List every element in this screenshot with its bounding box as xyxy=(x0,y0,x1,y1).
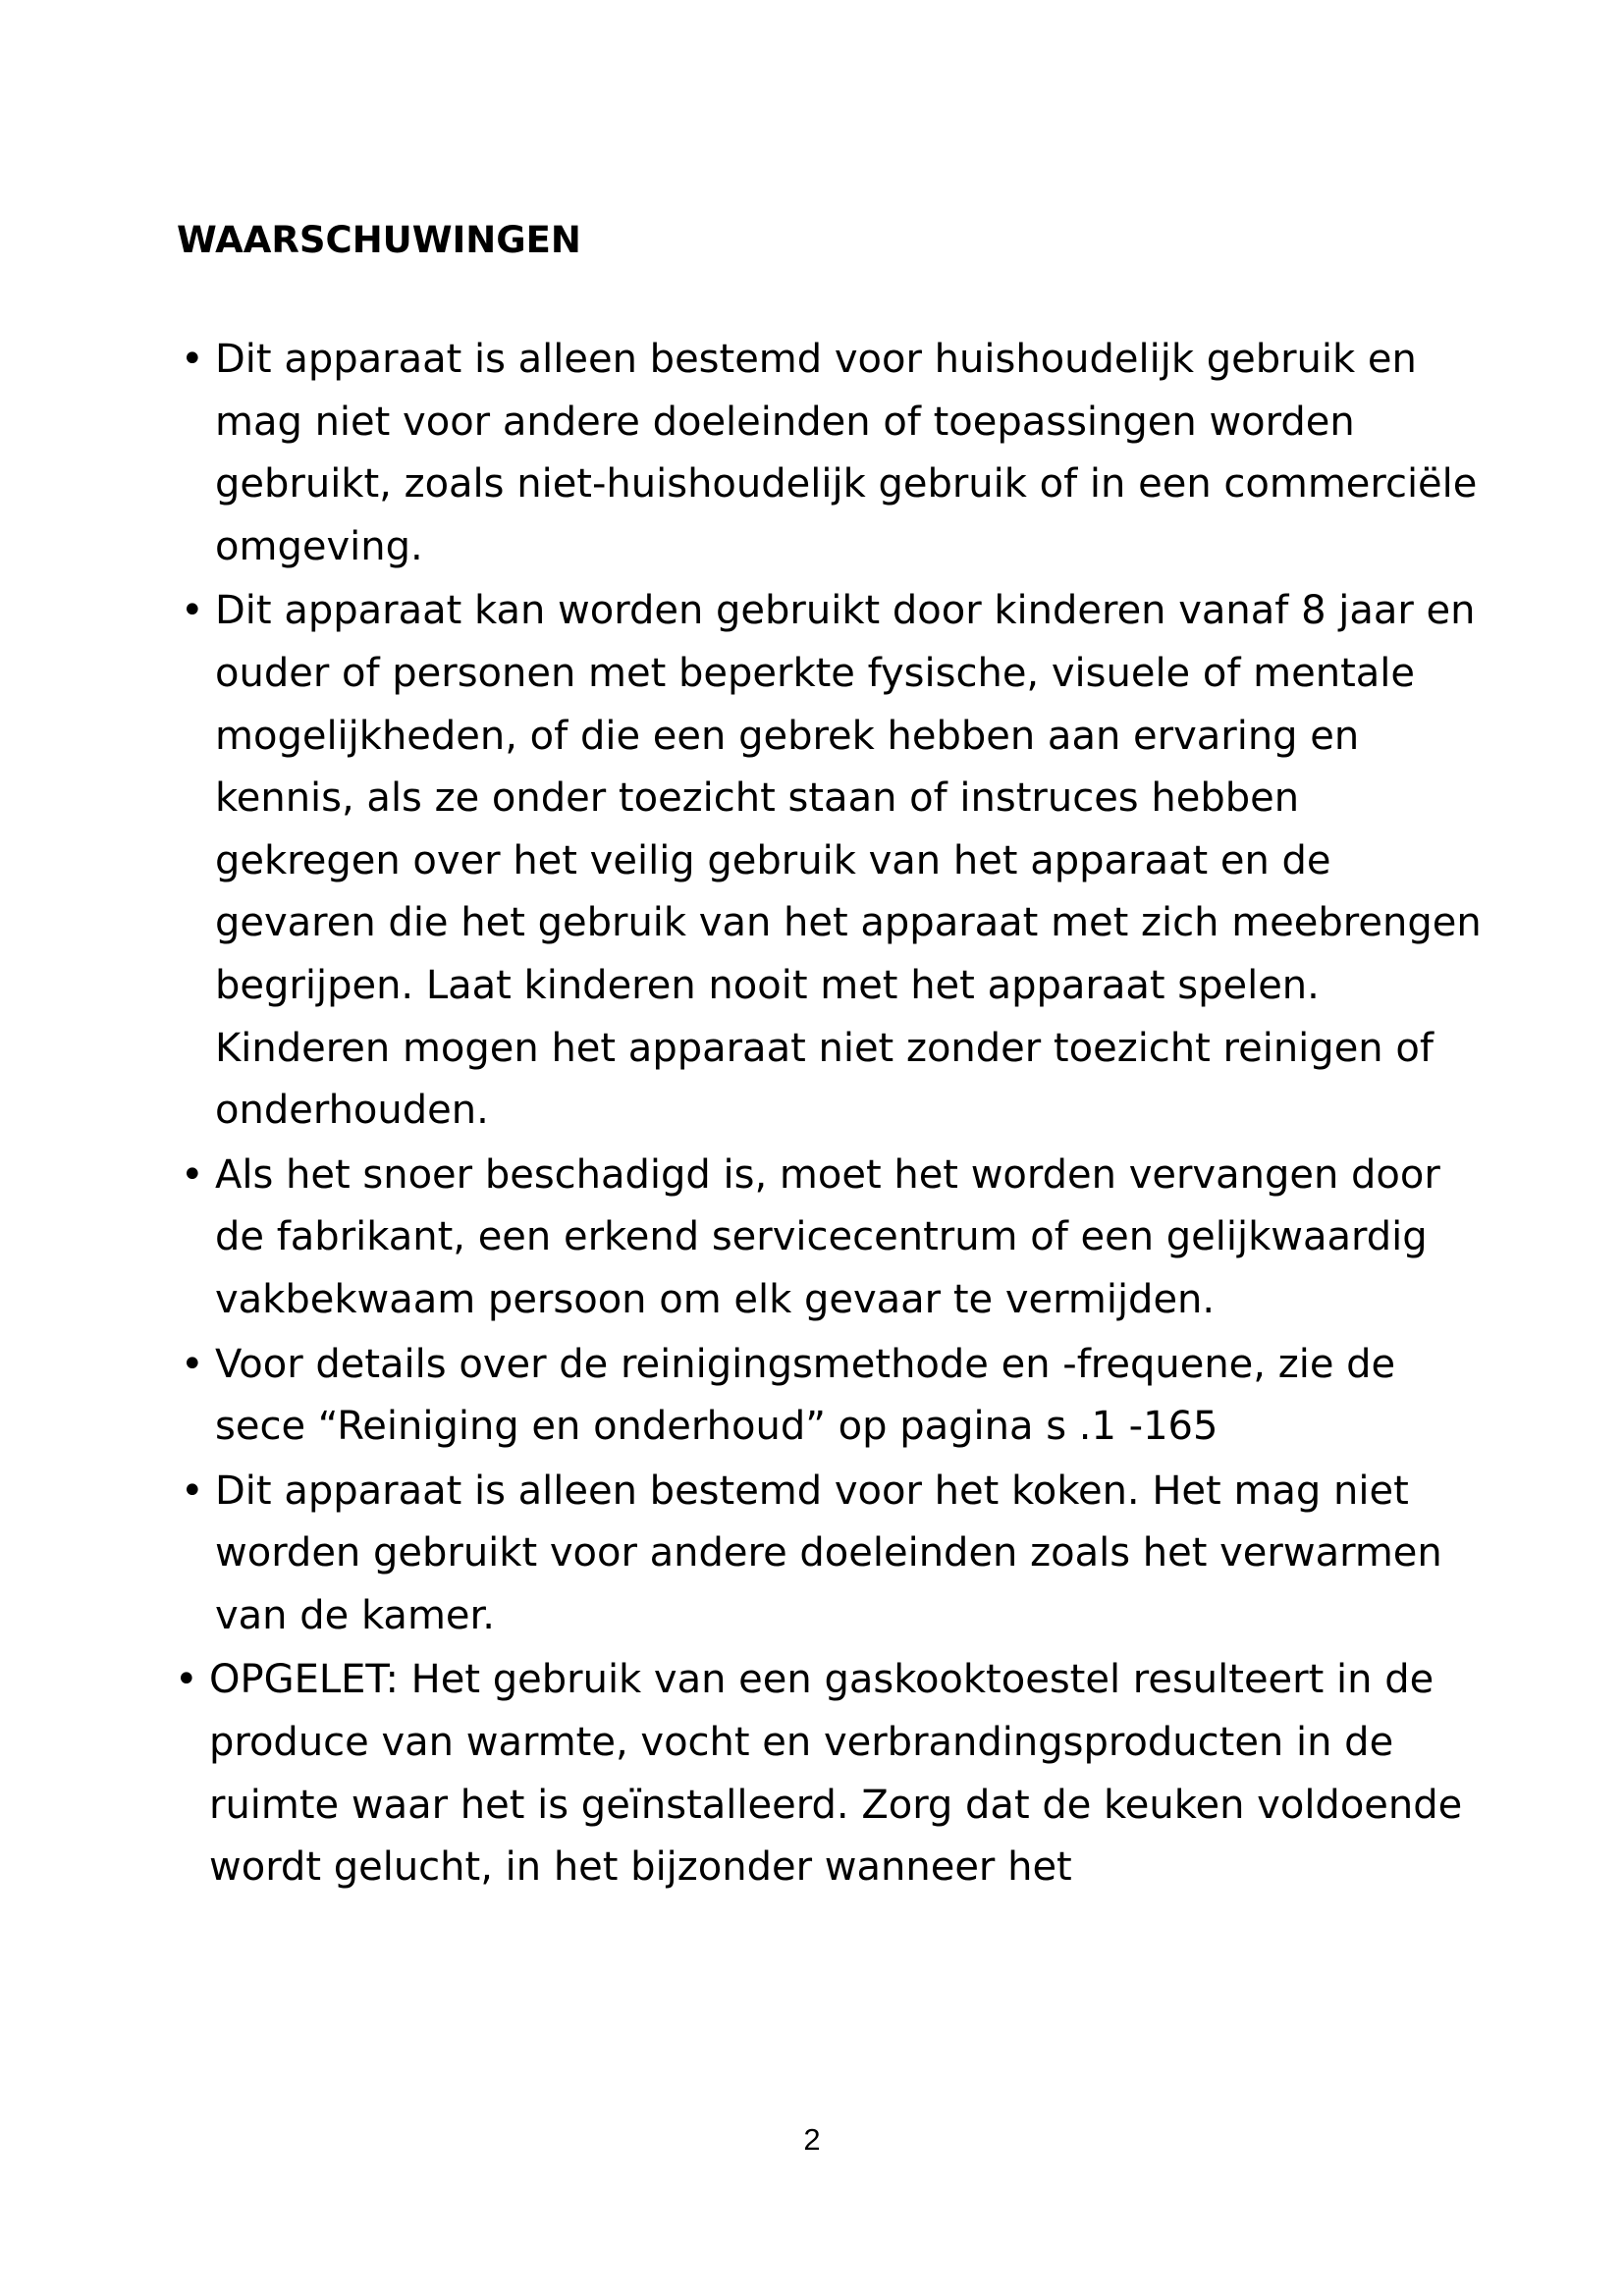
bullet-icon: • xyxy=(181,1341,204,1387)
bullet-icon: • xyxy=(181,1468,204,1514)
list-item xyxy=(159,1461,1494,1648)
warning-text: Dit apparaat is alleen bestemd voor het koken. Het mag niet worden gebruikt voor andere doeleinden zoals het verwarmen van de kamer. xyxy=(215,1468,1442,1638)
bullet-icon: • xyxy=(181,1151,204,1198)
warning-text: Dit apparaat is alleen bestemd voor huishoudelijk gebruik en mag niet voor andere doeleinden of toepassingen worden gebruikt, zoals niet-huishoudelijk gebruik of in een commerciële omgeving. xyxy=(215,337,1478,569)
list-item xyxy=(159,1334,1494,1459)
page-title: WAARSCHUWINGEN xyxy=(177,219,581,261)
warnings-list xyxy=(159,329,1494,1901)
list-item xyxy=(159,1649,1494,1898)
page-number: 2 xyxy=(803,2122,821,2157)
list-item xyxy=(159,1145,1494,1332)
warning-text: Dit apparaat kan worden gebruikt door kinderen vanaf 8 jaar en ouder of personen met beperkte fysische, visuele of mentale mogelijkheden, of die een gebrek hebben aan ervaring en kennis, als ze onder toezicht staan of instruces hebben gekregen over het veilig gebruik van het apparaat en de gevaren die het gebruik van het apparaat met zich meebrengen begrijpen. Laat kinderen nooit met het apparaat spelen. Kinderen mogen het apparaat niet zonder toezicht reinigen of onderhouden. xyxy=(215,588,1482,1134)
warning-text: OPGELET: Het gebruik van een gaskooktoestel resulteert in de produce van warmte, vocht en verbrandingsproducten in de ruimte waar het is geïnstalleerd. Zorg dat de keuken voldoende wordt gelucht, in het bijzonder wanneer het xyxy=(209,1657,1463,1891)
warning-text: Voor details over de reinigingsmethode en -frequene, zie de sece “Reiniging en onderhoud” op pagina s .1 -165 xyxy=(215,1341,1396,1450)
list-item xyxy=(159,580,1494,1142)
bullet-icon: • xyxy=(175,1657,198,1703)
bullet-icon: • xyxy=(181,588,204,634)
warning-text: Als het snoer beschadigd is, moet het worden vervangen door de fabrikant, een erkend servicecentrum of een gelijkwaardig vakbekwaam persoon om elk gevaar te vermijden. xyxy=(215,1151,1440,1322)
list-item xyxy=(159,329,1494,578)
bullet-icon: • xyxy=(181,337,204,382)
